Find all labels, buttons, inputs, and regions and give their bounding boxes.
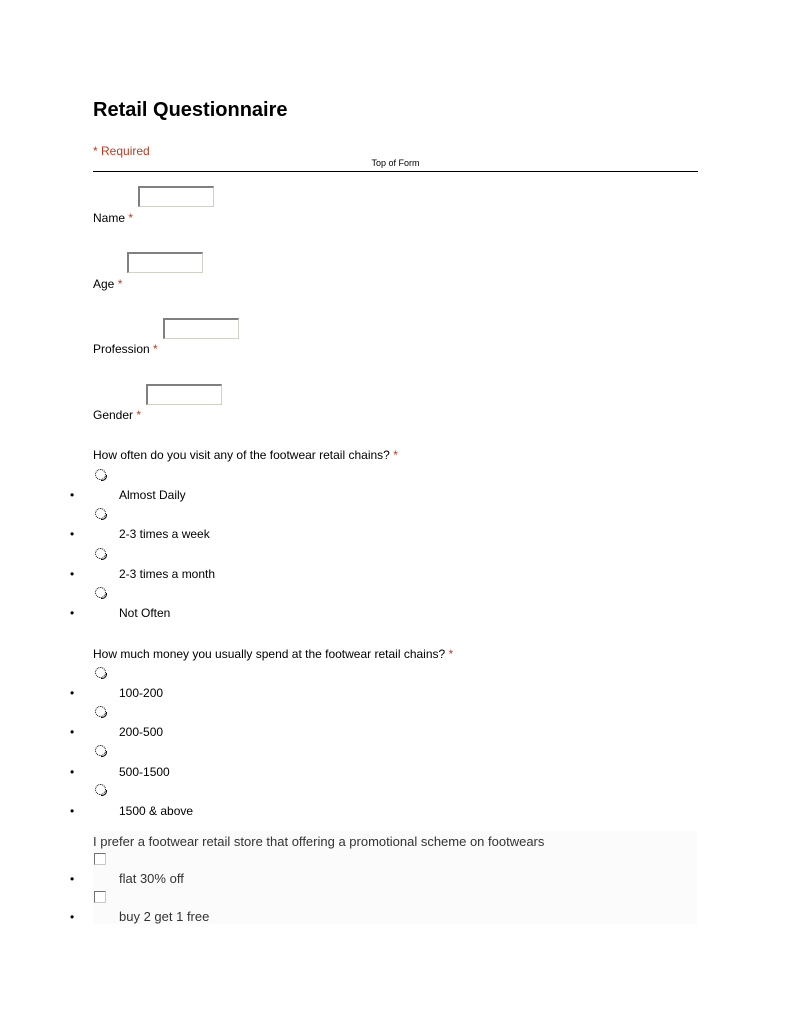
list-bullet: • [70, 872, 75, 886]
option-2-3-times-a-week-label: 2-3 times a week [119, 527, 210, 541]
required-star: * [153, 342, 158, 356]
gender-label-text: Gender [93, 408, 134, 422]
option-2-3-times-a-month-label: 2-3 times a month [119, 567, 216, 581]
spending-question [93, 647, 453, 661]
radio-not-often[interactable] [95, 587, 106, 598]
list-bullet: • [70, 606, 75, 620]
age-label [93, 277, 122, 291]
option-100-200-label: 100-200 [119, 686, 164, 700]
list-bullet: • [70, 910, 75, 924]
option-200-500-label: 200-500 [119, 725, 164, 739]
required-star: * [117, 277, 123, 291]
radio-2-3-times-a-week[interactable] [95, 508, 106, 519]
promotion-question: I prefer a footwear retail store that offering a promotional scheme on footwears [93, 834, 545, 849]
name-label-text: Name [93, 211, 126, 225]
radio-2-3-times-a-month[interactable] [95, 548, 106, 559]
option-almost-daily-label: Almost Daily [119, 488, 186, 502]
page-title: Retail Questionnaire [93, 99, 288, 121]
radio-200-500[interactable] [95, 706, 106, 717]
gender-input[interactable] [146, 384, 222, 405]
list-bullet: • [70, 567, 75, 581]
required-star: * [128, 211, 134, 225]
visit-frequency-question [93, 448, 398, 462]
radio-almost-daily[interactable] [95, 469, 106, 480]
profession-label [93, 342, 158, 356]
list-bullet: • [70, 725, 75, 739]
age-input[interactable] [127, 252, 203, 273]
form-top-divider [93, 171, 698, 172]
top-of-form-label: Top of Form [371, 158, 420, 168]
list-bullet: • [70, 488, 75, 502]
option-1500-above-label: 1500 & above [119, 804, 194, 818]
option-500-1500-label: 500-1500 [119, 765, 170, 779]
name-label [93, 211, 133, 225]
spending-question-text: How much money you usually spend at the footwear retail chains? [93, 647, 446, 661]
required-star: * [393, 448, 398, 462]
option-not-often-label: Not Often [119, 606, 171, 620]
required-note: * Required [93, 144, 150, 158]
list-bullet: • [70, 527, 75, 541]
gender-label [93, 408, 141, 422]
list-bullet: • [70, 686, 75, 700]
visit-frequency-question-text: How often do you visit any of the footwear retail chains? [93, 448, 390, 462]
option-flat-30-off-label: flat 30% off [119, 871, 184, 886]
checkbox-flat-30-off[interactable] [94, 853, 106, 865]
radio-100-200[interactable] [95, 667, 106, 678]
radio-500-1500[interactable] [95, 745, 106, 756]
radio-1500-above[interactable] [95, 784, 106, 795]
age-label-text: Age [93, 277, 115, 291]
profession-label-text: Profession [93, 342, 150, 356]
list-bullet: • [70, 765, 75, 779]
required-star: * [448, 647, 454, 661]
profession-input[interactable] [163, 318, 239, 339]
checkbox-buy-2-get-1-free[interactable] [94, 891, 106, 903]
name-input[interactable] [138, 186, 214, 207]
list-bullet: • [70, 804, 75, 818]
option-buy-2-get-1-free-label: buy 2 get 1 free [119, 909, 210, 924]
required-star: * [136, 408, 142, 422]
